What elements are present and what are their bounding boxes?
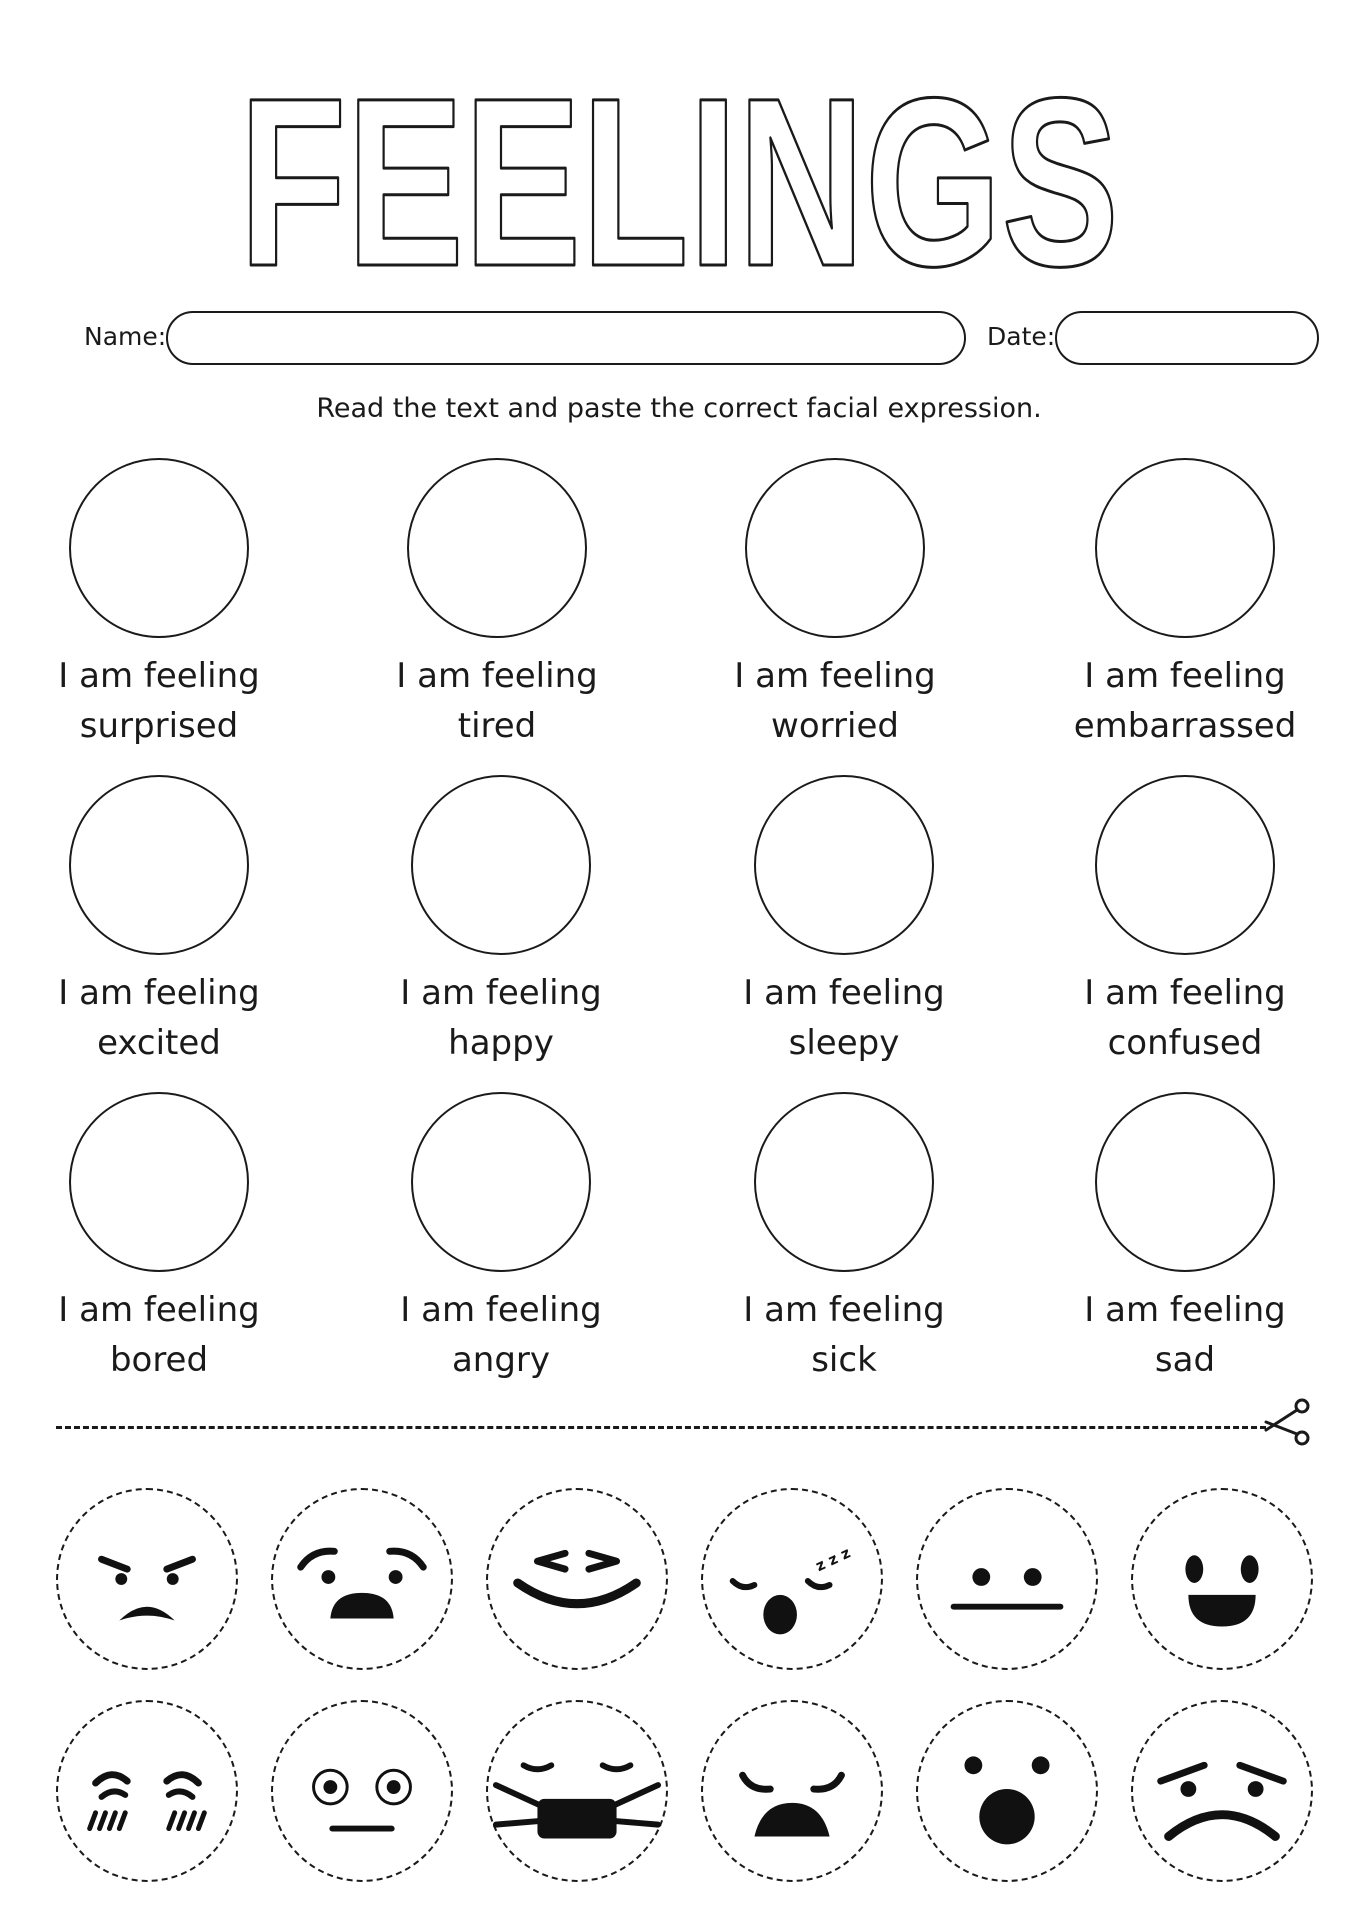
paste-circle[interactable] <box>754 775 934 955</box>
paste-cell <box>347 458 647 754</box>
paste-cell <box>685 458 985 754</box>
cell-prompt: I am feeling <box>58 1290 260 1330</box>
paste-circle[interactable] <box>745 458 925 638</box>
paste-circle[interactable] <box>69 775 249 955</box>
tired-face-icon[interactable] <box>1131 1700 1313 1882</box>
paste-cell <box>1035 458 1335 754</box>
paste-circle[interactable] <box>69 458 249 638</box>
cell-prompt: I am feeling <box>734 656 936 696</box>
cell-prompt: I am feeling <box>58 656 260 696</box>
cell-feeling: surprised <box>79 706 239 746</box>
cell-feeling: worried <box>771 706 899 746</box>
confused-face-icon[interactable] <box>271 1700 453 1882</box>
paste-cell <box>1035 1092 1335 1388</box>
cell-prompt: I am feeling <box>743 973 945 1013</box>
paste-cell <box>9 775 309 1071</box>
cell-prompt: I am feeling <box>743 1290 945 1330</box>
cell-feeling: sleepy <box>788 1023 900 1063</box>
cell-feeling: angry <box>451 1340 551 1380</box>
sick-face-icon[interactable] <box>486 1700 668 1882</box>
paste-cell <box>1035 775 1335 1071</box>
cell-feeling: confused <box>1107 1023 1263 1063</box>
paste-cell <box>694 1092 994 1388</box>
paste-circle[interactable] <box>1095 775 1275 955</box>
cell-prompt: I am feeling <box>400 973 602 1013</box>
paste-circle[interactable] <box>69 1092 249 1272</box>
cell-feeling: tired <box>457 706 537 746</box>
page-title-text: FEELINGS <box>239 48 1119 280</box>
paste-circle[interactable] <box>1095 458 1275 638</box>
page-title <box>0 40 1358 280</box>
cell-feeling: sick <box>811 1340 877 1380</box>
happy-squint-face-icon[interactable] <box>486 1488 668 1670</box>
angry-face-icon[interactable] <box>56 1488 238 1670</box>
bored-face-icon[interactable] <box>916 1488 1098 1670</box>
paste-cell <box>351 775 651 1071</box>
paste-cell <box>351 1092 651 1388</box>
cell-prompt: I am feeling <box>400 1290 602 1330</box>
cell-prompt: I am feeling <box>1084 973 1286 1013</box>
paste-circle[interactable] <box>1095 1092 1275 1272</box>
cell-feeling: embarrassed <box>1073 706 1297 746</box>
paste-circle[interactable] <box>411 775 591 955</box>
cell-feeling: bored <box>109 1340 209 1380</box>
paste-cell <box>9 1092 309 1388</box>
cell-prompt: I am feeling <box>1084 656 1286 696</box>
instruction-text: Read the text and paste the correct facial expression. <box>316 393 1042 424</box>
cell-feeling: excited <box>97 1023 221 1063</box>
svg-text:z z z: z z z <box>813 1544 854 1576</box>
cell-feeling: sad <box>1154 1340 1216 1380</box>
paste-circle[interactable] <box>754 1092 934 1272</box>
cell-prompt: I am feeling <box>58 973 260 1013</box>
paste-cell <box>694 775 994 1071</box>
sleepy-face-icon[interactable] <box>701 1488 883 1670</box>
paste-circle[interactable] <box>411 1092 591 1272</box>
surprised-face-icon[interactable] <box>916 1700 1098 1882</box>
date-label: Date: <box>987 322 1056 351</box>
scissors-icon <box>1258 1392 1318 1452</box>
paste-cell <box>9 458 309 754</box>
paste-circle[interactable] <box>407 458 587 638</box>
cut-line <box>56 1426 1266 1429</box>
embarrassed-face-icon[interactable] <box>56 1700 238 1882</box>
worried-face-icon[interactable] <box>271 1488 453 1670</box>
date-field[interactable] <box>1055 311 1319 365</box>
name-label: Name: <box>84 322 167 351</box>
name-field[interactable] <box>166 311 966 365</box>
happy-face-icon[interactable] <box>1131 1488 1313 1670</box>
cell-prompt: I am feeling <box>1084 1290 1286 1330</box>
sad-face-icon[interactable] <box>701 1700 883 1882</box>
cell-prompt: I am feeling <box>396 656 598 696</box>
cell-feeling: happy <box>448 1023 554 1063</box>
